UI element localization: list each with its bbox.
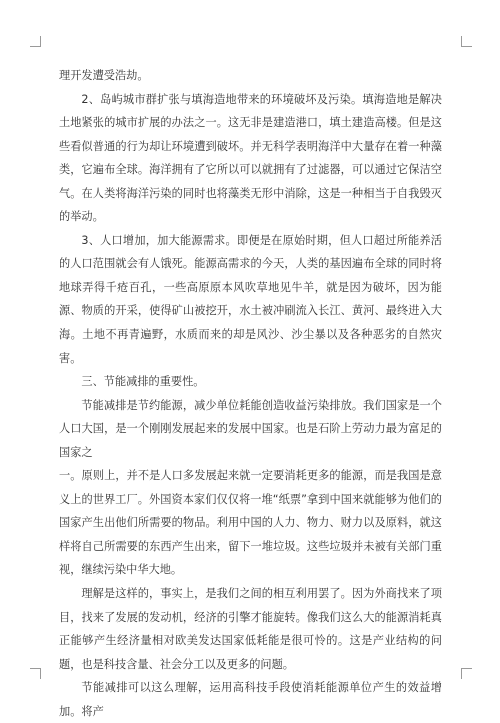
paragraph-energy-saving: 节能减排是节约能源，减少单位耗能创造收益污染排放。我们国家是一个人口大国，是一个刚刚发展起来的发展中国家。也是石阶上劳动力最为富足的国家之 <box>59 398 442 459</box>
paragraph-mutual-use: 理解是这样的，事实上，是我们之间的相互利用罢了。因为外商找来了项目，找来了发展的发动机，经济的引擎才能旋转。像我们这么大的能源消耗真正能够产生经济量相对欧美发达国家低耗能是很可怜的。这是产业结构的问题，也是科技含量、社会分工以及更多的问题。 <box>59 587 442 671</box>
crop-mark-top-left <box>30 36 41 47</box>
crop-mark-bottom-left <box>30 668 41 679</box>
paragraph-continuation: 理开发遭受浩劫。 <box>59 69 149 82</box>
paragraph-population-energy: 3、人口增加，加大能源需求。即便是在原始时期，但人口超过所能养活的人口范围就会有人饿死。能源高需求的今天，人类的基因遍布全球的同时将地球弄得千疮百孔，一些高原原本风吹草地见牛羊，就是因为破坏，因为能源、物质的开采，使得矿山被挖开，水土被冲刷流入长江、黄河、最终进入大海。土地不再青遍野，水质而来的却是风沙、沙尘暴以及各种恶劣的自然灾害。 <box>59 233 442 365</box>
paragraph-world-factory: 一。原则上，并不是人口多发展起来就一定要消耗更多的能源，而是我国是意义上的世界工厂。外国资本家们仅仅将一堆“纸票”拿到中国来就能够为他们的国家产生出他们所需要的物品。利用中国的人力、物力、财力以及原料，就这样将自己所需要的东西产生出来，留下一堆垃圾。这些垃圾并未被有关部门重视，继续污染中华大地。 <box>59 469 442 577</box>
body-text <box>59 64 442 723</box>
crop-mark-top-right <box>461 36 472 47</box>
crop-mark-bottom-right <box>461 668 472 679</box>
paragraph-island-reclamation: 2、岛屿城市群扩张与填海造地带来的环境破坏及污染。填海造地是解决土地紧张的城市扩展的办法之一。这无非是建造港口，填土建造高楼。但是这些看似普通的行为却让环境遭到破坏。并无科学表明海洋中大量存在着一种藻类，它遍布全球。海洋拥有了它所以可以就拥有了过滤器，可以通过它保洁空气。在人类将海洋污染的同时也将藻类无形中消除，这是一种相当于自我毁灭的举动。 <box>59 92 442 224</box>
section-heading-importance: 三、节能减排的重要性。 <box>81 375 205 389</box>
paragraph-understanding: 节能减排可以这么理解，运用高科技手段使消耗能源单位产生的效益增加。将产 <box>59 681 442 718</box>
